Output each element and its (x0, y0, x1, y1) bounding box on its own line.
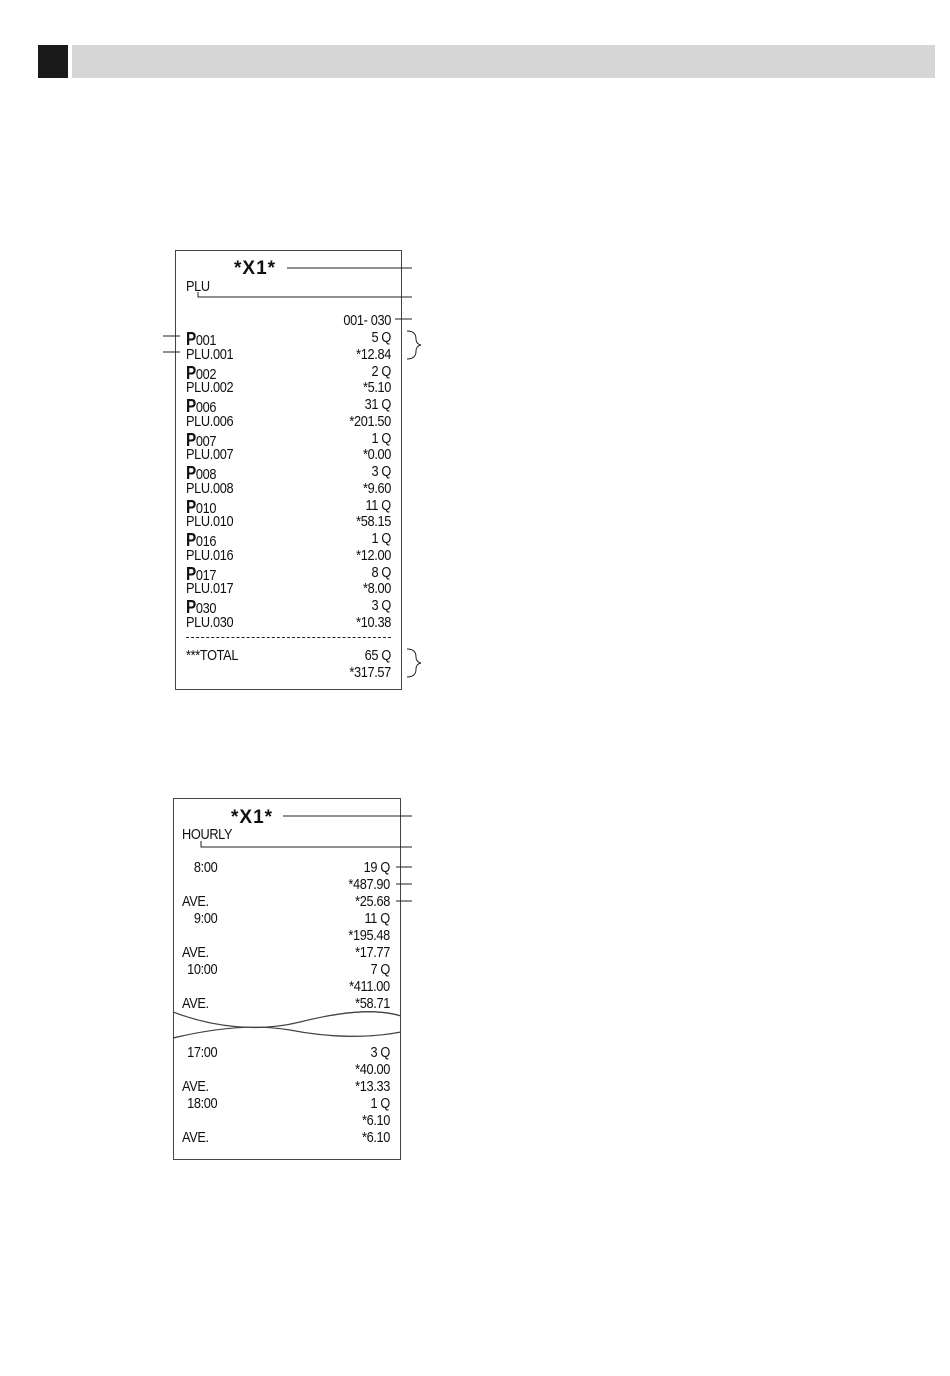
plu-amount: *5.10 (362, 379, 391, 397)
plu-qty: 1 Q (371, 530, 391, 547)
plu-name: PLU.001 (186, 345, 234, 363)
hourly-report-title: *X1* (231, 807, 274, 828)
hourly-amount: *6.10 (361, 1112, 390, 1129)
plu-name: PLU.006 (186, 412, 234, 430)
plu-code: 007 (195, 432, 217, 450)
plu-qty: 31 Q (364, 396, 391, 413)
hourly-count: 1 Q (370, 1095, 390, 1112)
plu-code: 016 (195, 533, 217, 550)
hourly-time: 8:00 (193, 859, 218, 876)
plu-name: PLU.010 (186, 513, 234, 531)
hourly-count: 19 Q (363, 859, 390, 876)
callout-report-name-line (198, 292, 412, 297)
plu-name: PLU.030 (186, 613, 234, 631)
hourly-average: *25.68 (355, 893, 390, 910)
hourly-ave-label: AVE. (182, 893, 209, 910)
plu-amount: *12.84 (356, 345, 391, 363)
plu-qty: 1 Q (371, 429, 391, 447)
hourly-time: 9:00 (193, 910, 218, 927)
hourly-amount: *411.00 (349, 978, 390, 995)
plu-code: 006 (195, 399, 217, 416)
hourly-count: 3 Q (370, 1044, 390, 1061)
plu-qty: 2 Q (371, 362, 391, 380)
hourly-report-name: HOURLY (182, 826, 233, 843)
plu-prefix: P (186, 429, 196, 450)
hourly-amount: *195.48 (348, 927, 390, 944)
plu-code: 008 (195, 466, 217, 483)
plu-amount: *58.15 (356, 513, 391, 531)
plu-name: PLU.008 (186, 479, 234, 497)
plu-prefix: P (186, 496, 196, 517)
hourly-ave-label: AVE. (182, 1078, 209, 1095)
plu-report-name: PLU (186, 278, 210, 295)
hourly-ave-label: AVE. (182, 1129, 209, 1146)
plu-code: 010 (195, 499, 217, 517)
hourly-ave-label: AVE. (182, 995, 209, 1012)
plu-qty: 11 Q (365, 496, 391, 514)
plu-code: 001 (195, 332, 217, 349)
hourly-count: 11 Q (364, 910, 390, 927)
plu-prefix: P (186, 396, 196, 416)
plu-name: PLU.007 (186, 446, 234, 464)
plu-prefix: P (186, 563, 196, 584)
hourly-time: 18:00 (187, 1095, 218, 1112)
plu-total-label: ***TOTAL (186, 647, 239, 664)
plu-qty: 8 Q (371, 563, 391, 581)
plu-report-title: *X1* (234, 258, 277, 279)
hourly-average: *6.10 (361, 1129, 390, 1146)
plu-qty: 3 Q (371, 463, 391, 480)
plu-total-amount: *317.57 (349, 664, 391, 681)
hourly-average: *13.33 (355, 1078, 390, 1095)
plu-amount: *12.00 (356, 546, 391, 564)
hourly-average: *58.71 (355, 995, 390, 1012)
plu-code: 017 (195, 566, 217, 584)
plu-prefix: P (186, 530, 196, 550)
plu-qty: 5 Q (371, 329, 391, 346)
plu-code: 002 (195, 365, 217, 383)
brace-plu-total (407, 649, 421, 677)
hourly-time: 10:00 (187, 961, 218, 978)
plu-amount: *10.38 (356, 613, 391, 631)
brace-plu-item (407, 331, 421, 359)
plu-amount: *8.00 (362, 580, 391, 598)
hourly-amount: *487.90 (348, 876, 390, 893)
plu-amount: *0.00 (362, 446, 391, 464)
plu-name: PLU.016 (186, 546, 234, 564)
callout-hourly-name-line (201, 841, 412, 847)
hourly-average: *17.77 (355, 944, 390, 961)
plu-name: PLU.002 (186, 379, 234, 397)
plu-name: PLU.017 (186, 580, 234, 598)
hourly-ave-label: AVE. (182, 944, 209, 961)
hourly-time: 17:00 (187, 1044, 218, 1061)
plu-prefix: P (186, 329, 196, 349)
plu-amount: *201.50 (349, 412, 391, 430)
plu-amount: *9.60 (362, 479, 391, 497)
plu-prefix: P (186, 362, 196, 383)
plu-total-qty: 65 Q (364, 647, 391, 664)
hourly-amount: *40.00 (355, 1061, 390, 1078)
plu-prefix: P (186, 463, 196, 483)
plu-code: 030 (195, 600, 217, 617)
plu-prefix: P (186, 597, 196, 617)
plu-report-range: 001- 030 (343, 312, 391, 329)
hourly-count: 7 Q (370, 961, 390, 978)
plu-qty: 3 Q (371, 597, 391, 614)
